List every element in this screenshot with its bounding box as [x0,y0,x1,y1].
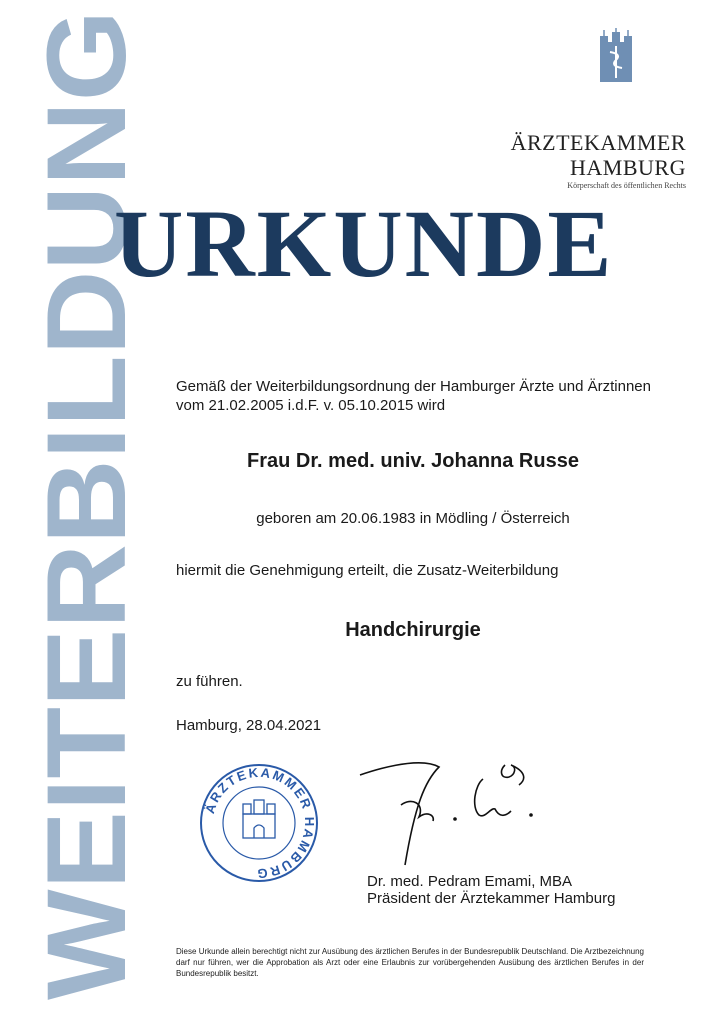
side-word-weiterbildung [24,0,149,1024]
svg-text:ÄRZTEKAMMER HAMBURG [202,765,317,882]
document-title: URKUNDE [114,190,614,297]
birth-line: geboren am 20.06.1983 in Mödling / Österreich [256,510,570,527]
place-date: Hamburg, 28.04.2021 [176,717,322,734]
side-word-svg [24,0,149,1024]
lead-line: zu führen. [176,673,243,690]
signature [355,745,545,875]
signatory-name: Dr. med. Pedram Emami, MBA [367,873,573,890]
official-stamp [196,760,322,886]
stamp-text: ÄRZTEKAMMER HAMBURG [202,764,318,882]
logo-name-line2: HAMBURG [570,155,686,180]
logo-subtitle: Körperschaft des öffentlichen Rechts [567,181,686,190]
signatory-role: Präsident der Ärztekammer Hamburg [367,890,616,907]
recipient-name: Frau Dr. med. univ. Johanna Russe [247,450,579,472]
chamber-logo [500,28,690,190]
intro-line-1: Gemäß der Weiterbildungsordnung der Hamburger Ärzte und Ärztinnen [176,378,651,395]
specialty-name: Handchirurgie [345,619,481,641]
footnote: Diese Urkunde allein berechtigt nicht zur Ausübung des ärztlichen Berufes in der Bundesrepublik Deutschland. Die Arztbezeichnung darf nur führen, wer die Approbation als Arzt oder eine Erlaubnis zur vorübergehenden Ausübung des ärztlichen Berufes in der Bundesrepublik besitzt. [176,947,644,978]
intro-line-2: vom 21.02.2005 i.d.F. v. 05.10.2015 wird [176,397,446,414]
side-word-text: WEITERBILDUNG [24,54,149,1000]
stamp-castle-icon [243,800,275,838]
aerztekammer-emblem-icon [592,28,640,88]
logo-name-line1: ÄRZTEKAMMER [510,130,686,155]
permission-line: hiermit die Genehmigung erteilt, die Zusatz-Weiterbildung [176,562,559,579]
